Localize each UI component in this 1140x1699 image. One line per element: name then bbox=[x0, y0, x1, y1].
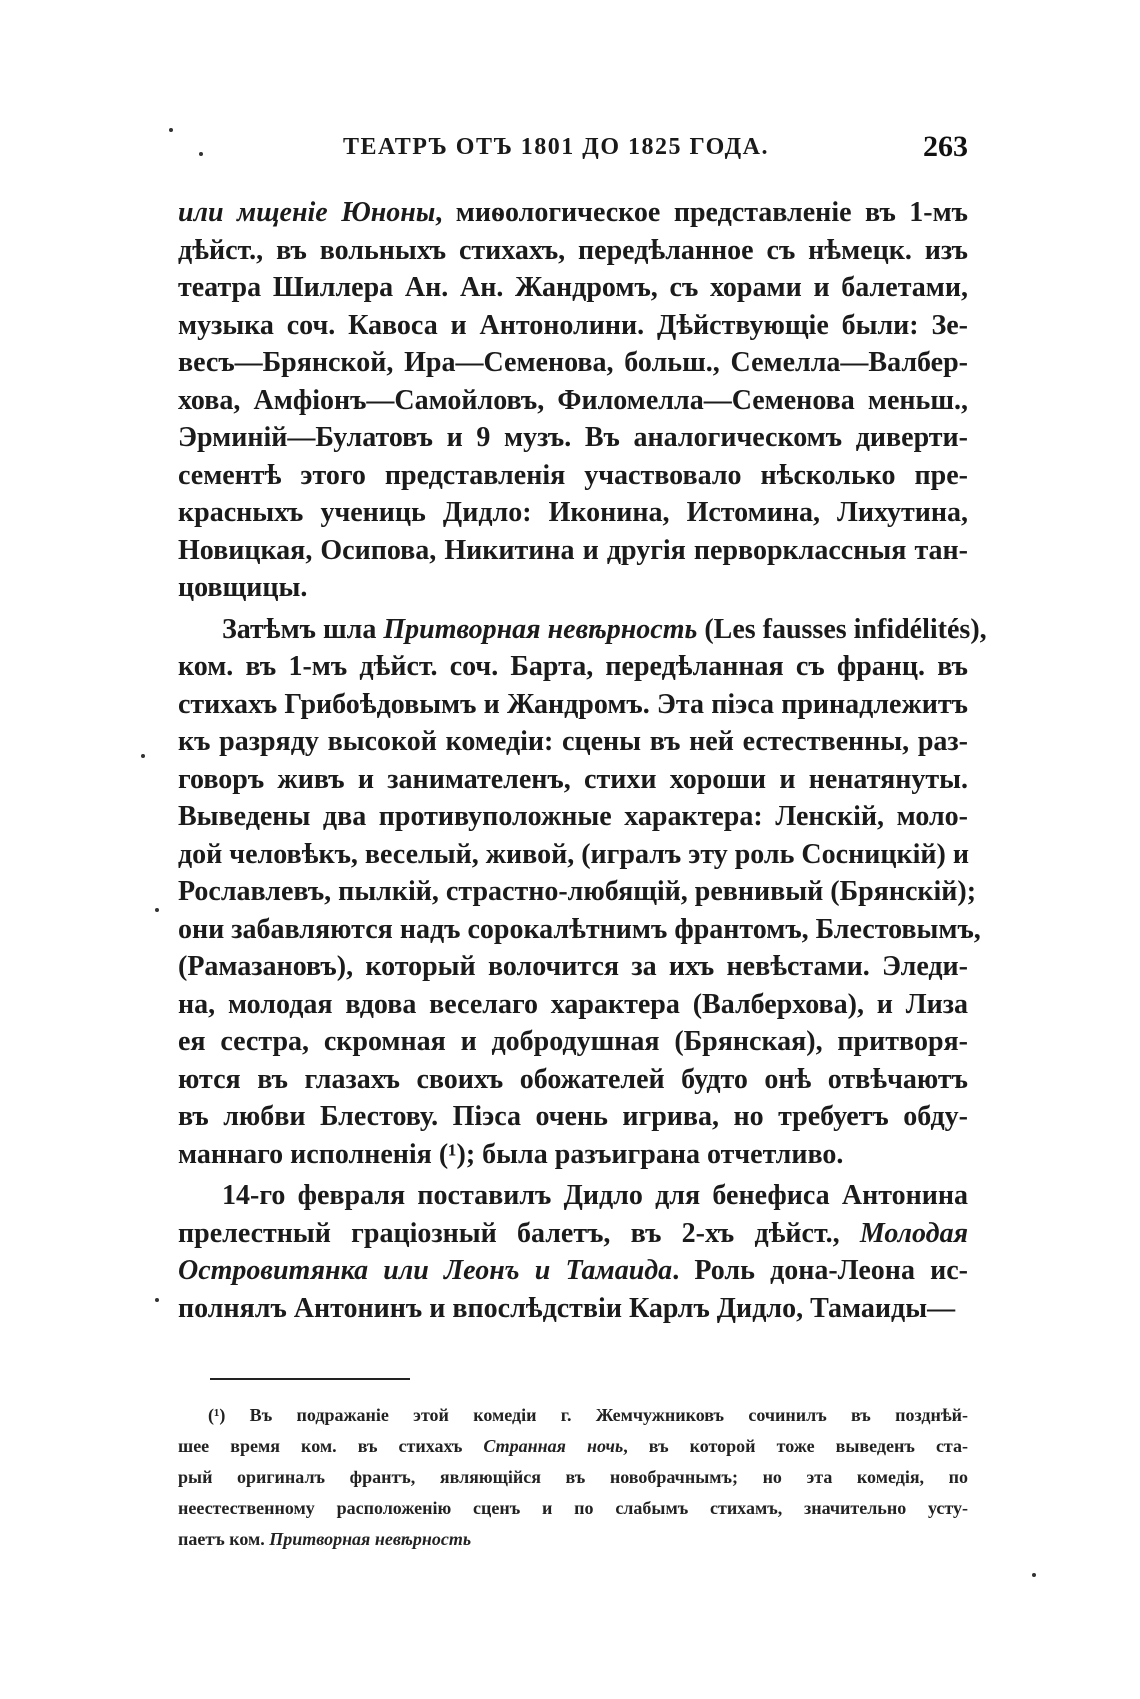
italic-title-text: Притворная невѣрность bbox=[269, 1529, 472, 1549]
text-line bbox=[178, 761, 968, 799]
page-header bbox=[178, 130, 968, 174]
text-line bbox=[178, 1177, 968, 1215]
text-run: , въ которой тоже выведенъ ста- bbox=[623, 1436, 968, 1456]
text-line bbox=[178, 611, 987, 649]
text-run: Рославлевъ, пылкій, страстно-любящій, ревнивый (Брянскій); bbox=[178, 876, 977, 907]
italic-title-text: Странная ночь bbox=[483, 1436, 624, 1456]
text-run: , миѳологическое представленіе въ 1-мъ bbox=[435, 197, 968, 228]
text-line bbox=[178, 532, 968, 570]
text-run: театра Шиллера Ан. Ан. Жандромъ, съ хорами и балетами, bbox=[178, 272, 968, 303]
text-line bbox=[178, 344, 968, 382]
scan-speck bbox=[1032, 1573, 1036, 1577]
text-run: музыка соч. Кавоса и Антонолини. Дѣйствующіе были: Зе- bbox=[178, 309, 968, 341]
text-line bbox=[178, 1061, 968, 1099]
scan-speck bbox=[199, 152, 203, 156]
scan-speck bbox=[155, 1298, 159, 1302]
text-run: (Les fausses infidélités), bbox=[697, 613, 987, 645]
text-run: къ разряду высокой комедіи: сцены въ ней естественны, раз- bbox=[178, 726, 968, 757]
text-line bbox=[178, 1136, 968, 1174]
text-line bbox=[178, 948, 968, 986]
body-text bbox=[178, 194, 987, 1327]
text-run: цовщицы. bbox=[178, 572, 308, 603]
text-run: ком. въ 1-мъ дѣйст. соч. Барта, передѣланная съ франц. въ bbox=[178, 651, 968, 682]
text-run: на, молодая вдова веселаго характера (Валберхова), и Лиза bbox=[178, 988, 968, 1020]
text-line bbox=[178, 269, 968, 307]
text-run: (¹) Въ подражаніе этой комедіи г. Жемчужниковъ сочинилъ въ позднѣй- bbox=[208, 1405, 968, 1425]
text-run: ются въ глазахъ своихъ обожателей будто онѣ отвѣчаютъ bbox=[178, 1063, 968, 1095]
text-run: ея сестра, скромная и добродушная (Брянская), притворя- bbox=[178, 1026, 968, 1057]
text-line bbox=[178, 1098, 968, 1136]
paragraph bbox=[178, 1177, 968, 1327]
text-run: маннаго исполненія (¹); была разъиграна отчетливо. bbox=[178, 1138, 844, 1170]
footnote-line bbox=[178, 1524, 968, 1555]
text-run: дѣйст., въ вольныхъ стихахъ, передѣланное съ нѣмецк. изъ bbox=[178, 234, 968, 266]
text-line bbox=[178, 232, 968, 270]
text-line bbox=[178, 194, 968, 232]
text-run: говоръ живъ и занимателенъ, стихи хороши и ненатянуты. bbox=[178, 763, 968, 795]
scan-speck bbox=[155, 908, 159, 912]
text-run: въ любви Блестову. Піэса очень игрива, но требуетъ обду- bbox=[178, 1101, 968, 1132]
text-line bbox=[178, 1215, 968, 1253]
scan-speck bbox=[141, 754, 145, 758]
text-run: шее время ком. въ стихахъ bbox=[178, 1436, 484, 1456]
text-run: полнялъ Антонинъ и впослѣдствіи Карлъ Дидло, Тамаиды— bbox=[178, 1292, 956, 1324]
text-run: весъ—Брянской, Ира—Семенова, больш., Семелла—Валбер- bbox=[178, 347, 968, 378]
text-line bbox=[178, 836, 968, 874]
text-run: хова, Амфіонъ—Самойловъ, Филомелла—Семенова меньш., bbox=[178, 384, 968, 416]
text-run: Новицкая, Осипова, Никитина и другія перворклассныя тан- bbox=[178, 534, 968, 566]
text-run: Выведены два противуположные характера: Ленскій, моло- bbox=[178, 801, 968, 832]
text-run: красныхъ учениць Дидло: Иконина, Истомина, Лихутина, bbox=[178, 497, 968, 528]
text-run: (Рамазановъ), который волочится за ихъ невѣстами. Эледи- bbox=[178, 951, 968, 982]
text-run: рый оригиналъ франтъ, являющійся въ новобрачнымъ; но эта комедія, по bbox=[178, 1467, 968, 1487]
text-run: прелестный граціозный балетъ, въ 2-хъ дѣйст., bbox=[178, 1217, 860, 1249]
text-run: дой человѣкъ, веселый, живой, (игралъ эту роль Сосницкій) и bbox=[178, 838, 969, 870]
footnote bbox=[178, 1400, 968, 1555]
text-line bbox=[178, 419, 968, 457]
text-line bbox=[178, 798, 968, 836]
running-title: ТЕАТРЪ ОТЪ 1801 ДО 1825 ГОДА. bbox=[343, 134, 769, 160]
text-run: стихахъ Грибоѣдовымъ и Жандромъ. Эта піэса принадлежитъ bbox=[178, 688, 968, 720]
text-run: сементѣ этого представленія участвовало нѣсколько пре- bbox=[178, 459, 968, 491]
italic-title-text: Притворная невѣрность bbox=[383, 613, 698, 645]
text-run: Эрминій—Булатовъ и 9 музъ. Въ аналогическомъ диверти- bbox=[178, 422, 968, 453]
italic-title-text: Молодая bbox=[859, 1217, 968, 1249]
text-run: Затѣмъ шла bbox=[222, 613, 384, 645]
text-run: 14-го февраля поставилъ Дидло для бенефиса Антонина bbox=[222, 1180, 968, 1211]
text-line bbox=[178, 307, 968, 345]
text-run: неестественному расположенію сценъ и по слабымъ стихамъ, значительно усту- bbox=[178, 1498, 968, 1518]
text-line bbox=[178, 911, 981, 949]
italic-title-text: или мщеніе Юноны bbox=[178, 197, 436, 228]
text-run: . Роль дона-Леона ис- bbox=[672, 1255, 969, 1286]
text-line bbox=[178, 686, 968, 724]
text-run: они забавляются надъ сорокалѣтнимъ франтомъ, Блестовымъ, bbox=[178, 913, 981, 945]
paragraph bbox=[178, 611, 987, 1174]
text-line bbox=[178, 569, 968, 607]
footnote-divider bbox=[210, 1378, 410, 1380]
text-line bbox=[178, 648, 968, 686]
text-line bbox=[178, 1023, 968, 1061]
text-line bbox=[178, 382, 968, 420]
text-line bbox=[178, 1290, 968, 1328]
page-number: 263 bbox=[923, 130, 968, 163]
italic-title-text: Островитянка или Леонъ и Тамаида bbox=[178, 1255, 673, 1286]
paragraph bbox=[178, 194, 968, 607]
footnote-line bbox=[178, 1400, 968, 1431]
text-line bbox=[178, 494, 968, 532]
text-line bbox=[178, 1252, 968, 1290]
footnote-line bbox=[178, 1431, 968, 1462]
text-line bbox=[178, 873, 977, 911]
text-run: паетъ ком. bbox=[178, 1529, 270, 1549]
footnote-line bbox=[178, 1462, 968, 1493]
footnote-line bbox=[178, 1493, 968, 1524]
scan-speck bbox=[169, 128, 173, 132]
text-line bbox=[178, 457, 968, 495]
text-line bbox=[178, 723, 968, 761]
text-line bbox=[178, 986, 968, 1024]
